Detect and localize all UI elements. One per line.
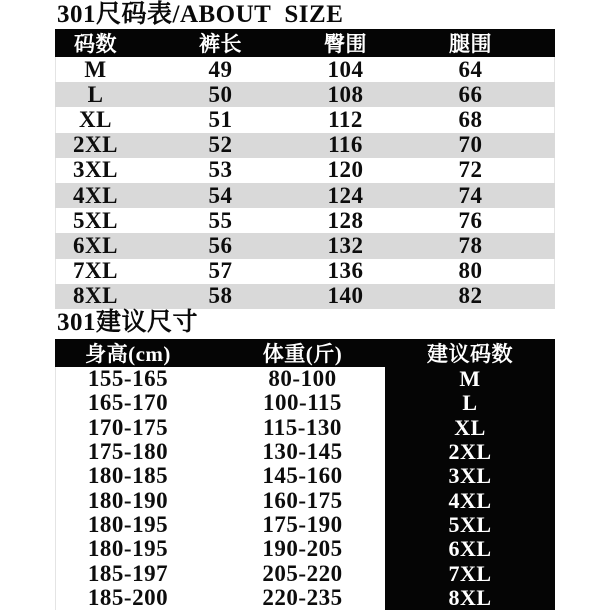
table-cell: 180-190 — [87, 487, 169, 513]
table-cell: 52 — [208, 132, 233, 158]
table-cell: 180-195 — [87, 511, 169, 537]
table-cell: 6XL — [385, 537, 555, 561]
table-row — [55, 82, 555, 107]
table-cell: 100-115 — [263, 390, 342, 416]
table-cell: 132 — [327, 232, 364, 258]
table-cell: 205-220 — [262, 560, 343, 586]
table-row — [55, 464, 555, 488]
table-cell: XL — [385, 416, 555, 440]
table-row — [55, 537, 555, 561]
suggest-size-title: 301建议尺寸 — [57, 309, 199, 336]
header-cell: 腿围 — [449, 32, 492, 56]
table-cell: 53 — [208, 157, 233, 183]
table-row — [55, 416, 555, 440]
table-cell: 165-170 — [87, 390, 169, 416]
table-row — [55, 107, 555, 132]
table-row — [55, 158, 555, 183]
table-cell: M — [84, 56, 107, 82]
table-cell: 175-190 — [262, 511, 343, 537]
table-row — [55, 183, 555, 208]
table-row — [55, 391, 555, 415]
table-cell: 66 — [458, 81, 483, 107]
table-cell: 116 — [328, 132, 363, 158]
table-cell: 155-165 — [87, 366, 169, 392]
table-cell: 112 — [328, 106, 363, 132]
table-cell: 7XL — [385, 561, 555, 585]
table-row — [55, 208, 555, 233]
table-cell: 108 — [327, 81, 364, 107]
suggest-table-body — [55, 367, 555, 610]
table-cell: 185-197 — [87, 560, 169, 586]
table-cell: 104 — [327, 56, 364, 82]
table-cell: 5XL — [385, 513, 555, 537]
table-cell: 51 — [208, 106, 233, 132]
table-cell: 7XL — [73, 258, 118, 284]
table-cell: 58 — [208, 283, 233, 309]
table-cell: 3XL — [73, 157, 118, 183]
table-cell: 130-145 — [262, 439, 343, 465]
table-row — [55, 284, 555, 309]
table-cell: 55 — [208, 207, 233, 233]
table-cell: 180-195 — [87, 536, 169, 562]
table-cell: 120 — [327, 157, 364, 183]
table-cell: 175-180 — [87, 439, 169, 465]
table-row — [55, 133, 555, 158]
suggest-table — [55, 339, 555, 610]
table-cell: 76 — [458, 207, 483, 233]
table-cell: 2XL — [73, 132, 118, 158]
table-cell: 128 — [327, 207, 364, 233]
table-cell: L — [385, 391, 555, 415]
table-cell: 70 — [458, 132, 483, 158]
table-cell: 74 — [458, 182, 483, 208]
table-row — [55, 586, 555, 610]
table-cell: 50 — [208, 81, 233, 107]
table-cell: M — [385, 367, 555, 391]
size-table-body — [55, 57, 555, 309]
table-cell: XL — [79, 106, 112, 132]
table-cell: 136 — [327, 258, 364, 284]
table-row — [55, 367, 555, 391]
table-cell: 140 — [327, 283, 364, 309]
table-cell: 68 — [458, 106, 483, 132]
table-row — [55, 57, 555, 82]
table-cell: 57 — [208, 258, 233, 284]
table-cell: 180-185 — [87, 463, 169, 489]
table-cell: 185-200 — [87, 584, 169, 610]
header-cell: 臀围 — [324, 32, 367, 56]
header-cell: 体重(斤) — [262, 342, 343, 366]
table-cell: 6XL — [73, 232, 118, 258]
header-cell: 身高(cm) — [85, 342, 171, 366]
table-cell: 64 — [458, 56, 483, 82]
table-row — [55, 513, 555, 537]
header-cell: 建议码数 — [427, 342, 513, 366]
table-cell: 160-175 — [262, 487, 343, 513]
table-cell: 8XL — [385, 586, 555, 610]
table-cell: 3XL — [385, 464, 555, 488]
table-row — [55, 488, 555, 512]
header-cell: 码数 — [74, 32, 117, 56]
table-cell: 4XL — [73, 182, 118, 208]
table-cell: 49 — [208, 56, 233, 82]
table-cell: L — [87, 81, 104, 107]
table-cell: 4XL — [385, 488, 555, 512]
table-cell: 145-160 — [262, 463, 343, 489]
table-cell: 56 — [208, 232, 233, 258]
table-row — [55, 233, 555, 258]
table-row — [55, 259, 555, 284]
table-row — [55, 440, 555, 464]
table-cell: 80-100 — [268, 366, 337, 392]
size-table — [55, 29, 555, 309]
about-size-title: 301尺码表/ABOUT SIZE — [57, 1, 344, 28]
table-row — [55, 561, 555, 585]
header-cell: 裤长 — [199, 32, 242, 56]
table-cell: 54 — [208, 182, 233, 208]
table-cell: 5XL — [73, 207, 118, 233]
table-cell: 82 — [458, 283, 483, 309]
table-cell: 8XL — [73, 283, 118, 309]
size-table-header-row — [55, 29, 555, 57]
table-cell: 72 — [458, 157, 483, 183]
table-cell: 190-205 — [262, 536, 343, 562]
table-cell: 124 — [327, 182, 364, 208]
table-cell: 220-235 — [262, 584, 343, 610]
table-cell: 170-175 — [87, 414, 169, 440]
suggest-table-header-row — [55, 339, 555, 367]
table-cell: 115-130 — [263, 414, 342, 440]
table-cell: 78 — [458, 232, 483, 258]
table-cell: 2XL — [385, 440, 555, 464]
table-cell: 80 — [458, 258, 483, 284]
